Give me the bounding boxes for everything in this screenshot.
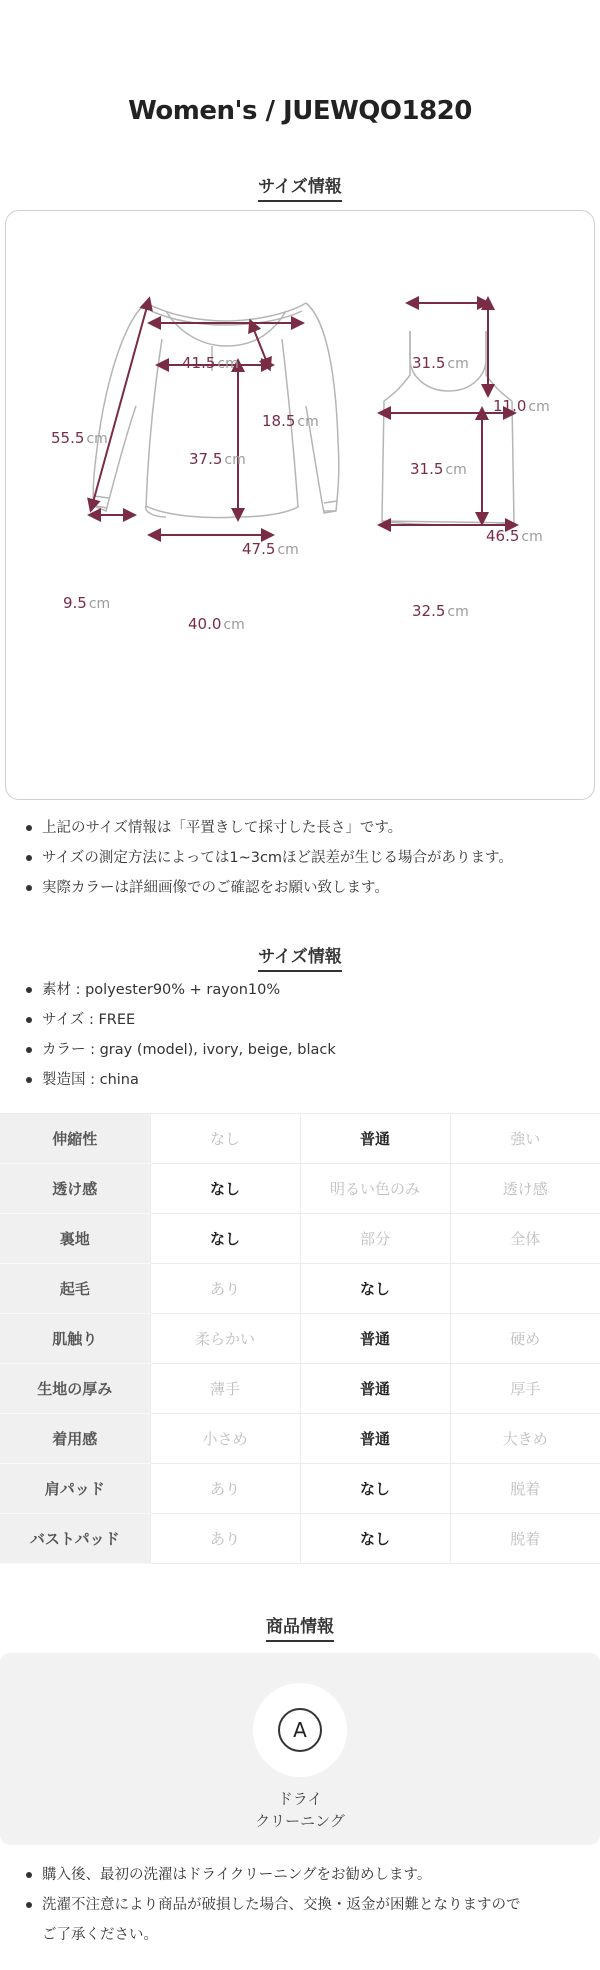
spec-option: 硬め (450, 1314, 600, 1364)
label-length: 47.5 cm (242, 540, 299, 558)
label-chest: 37.5 cm (189, 450, 246, 468)
material-item: 素材 : polyester90% + rayon10% (22, 975, 582, 1005)
table-row (0, 1364, 600, 1414)
spec-option: なし (300, 1264, 450, 1314)
list-item: 上記のサイズ情報は「平置きして採寸した長さ」です。 (22, 813, 582, 843)
fabric-spec-table (0, 1113, 600, 1564)
dry-cleaning-icon: A (278, 1708, 322, 1752)
spec-option: あり (150, 1264, 300, 1314)
material-list (22, 975, 582, 1095)
spec-option (450, 1264, 600, 1314)
table-row (0, 1414, 600, 1464)
spec-row-label: 着用感 (0, 1414, 150, 1464)
size-notes-list (22, 813, 582, 903)
list-item: 実際カラーは詳細画像でのご確認をお願い致します。 (22, 873, 582, 903)
size-item: サイズ : FREE (22, 1005, 582, 1035)
spec-row-label: 伸縮性 (0, 1114, 150, 1164)
label-top-width: 41.5 cm (182, 354, 239, 372)
care-label: ドライ クリーニング (255, 1790, 345, 1830)
spec-option: あり (150, 1464, 300, 1514)
spec-row-label: 肩パッド (0, 1464, 150, 1514)
label-cami-length: 46.5 cm (486, 527, 543, 545)
list-item: 購入後、最初の洗濯はドライクリーニングをお勧めします。 (22, 1860, 582, 1890)
label-cami-chest: 31.5 cm (410, 460, 467, 478)
table-row (0, 1214, 600, 1264)
list-item: 洗濯不注意により商品が破損した場合、交換・返金が困難となりますので ご了承ください。 (22, 1890, 582, 1950)
spec-row-label: 肌触り (0, 1314, 150, 1364)
material-info-heading: サイズ情報 (0, 942, 600, 972)
size-info-heading: サイズ情報 (0, 172, 600, 202)
spec-option: 脱着 (450, 1464, 600, 1514)
size-diagram (5, 210, 595, 800)
spec-option: なし (150, 1164, 300, 1214)
care-icon-circle (253, 1683, 347, 1777)
spec-option: 薄手 (150, 1364, 300, 1414)
spec-option: なし (300, 1464, 450, 1514)
product-info-heading: 商品情報 (0, 1612, 600, 1642)
spec-row-label: 裏地 (0, 1214, 150, 1264)
page-title: Women's / JUEWQO1820 (128, 96, 472, 126)
origin-item: 製造国 : china (22, 1065, 582, 1095)
spec-option: 柔らかい (150, 1314, 300, 1364)
label-hem: 40.0 cm (188, 615, 245, 633)
table-row (0, 1514, 600, 1564)
spec-option: 普通 (300, 1114, 450, 1164)
label-cuff: 9.5 cm (63, 594, 111, 612)
table-row (0, 1264, 600, 1314)
spec-option: なし (150, 1114, 300, 1164)
label-cami-top: 31.5 cm (412, 354, 469, 372)
label-shoulder-drop: 18.5 cm (262, 412, 319, 430)
care-box (0, 1653, 600, 1845)
spec-option: 大きめ (450, 1414, 600, 1464)
table-row (0, 1114, 600, 1164)
label-cami-hem: 32.5 cm (412, 602, 469, 620)
spec-option: 小さめ (150, 1414, 300, 1464)
spec-option: 全体 (450, 1214, 600, 1264)
color-item: カラー : gray (model), ivory, beige, black (22, 1035, 582, 1065)
table-row (0, 1314, 600, 1364)
label-cami-strap: 11.0 cm (493, 397, 550, 415)
spec-row-label: 生地の厚み (0, 1364, 150, 1414)
spec-option: 透け感 (450, 1164, 600, 1214)
table-row (0, 1164, 600, 1214)
label-sleeve: 55.5 cm (51, 429, 108, 447)
blouse-illustration (93, 303, 339, 518)
spec-row-label: 起毛 (0, 1264, 150, 1314)
spec-row-label: バストパッド (0, 1514, 150, 1564)
spec-option: なし (300, 1514, 450, 1564)
spec-option: 普通 (300, 1314, 450, 1364)
spec-option: あり (150, 1514, 300, 1564)
list-item: サイズの測定方法によっては1~3cmほど誤差が生じる場合があります。 (22, 843, 582, 873)
spec-row-label: 透け感 (0, 1164, 150, 1214)
spec-option: 強い (450, 1114, 600, 1164)
spec-option: 明るい色のみ (300, 1164, 450, 1214)
table-row (0, 1464, 600, 1514)
spec-option: なし (150, 1214, 300, 1264)
spec-option: 部分 (300, 1214, 450, 1264)
care-notes-list (22, 1860, 582, 1950)
spec-option: 脱着 (450, 1514, 600, 1564)
size-diagram-svg (6, 211, 596, 801)
spec-option: 普通 (300, 1414, 450, 1464)
spec-option: 厚手 (450, 1364, 600, 1414)
spec-option: 普通 (300, 1364, 450, 1414)
